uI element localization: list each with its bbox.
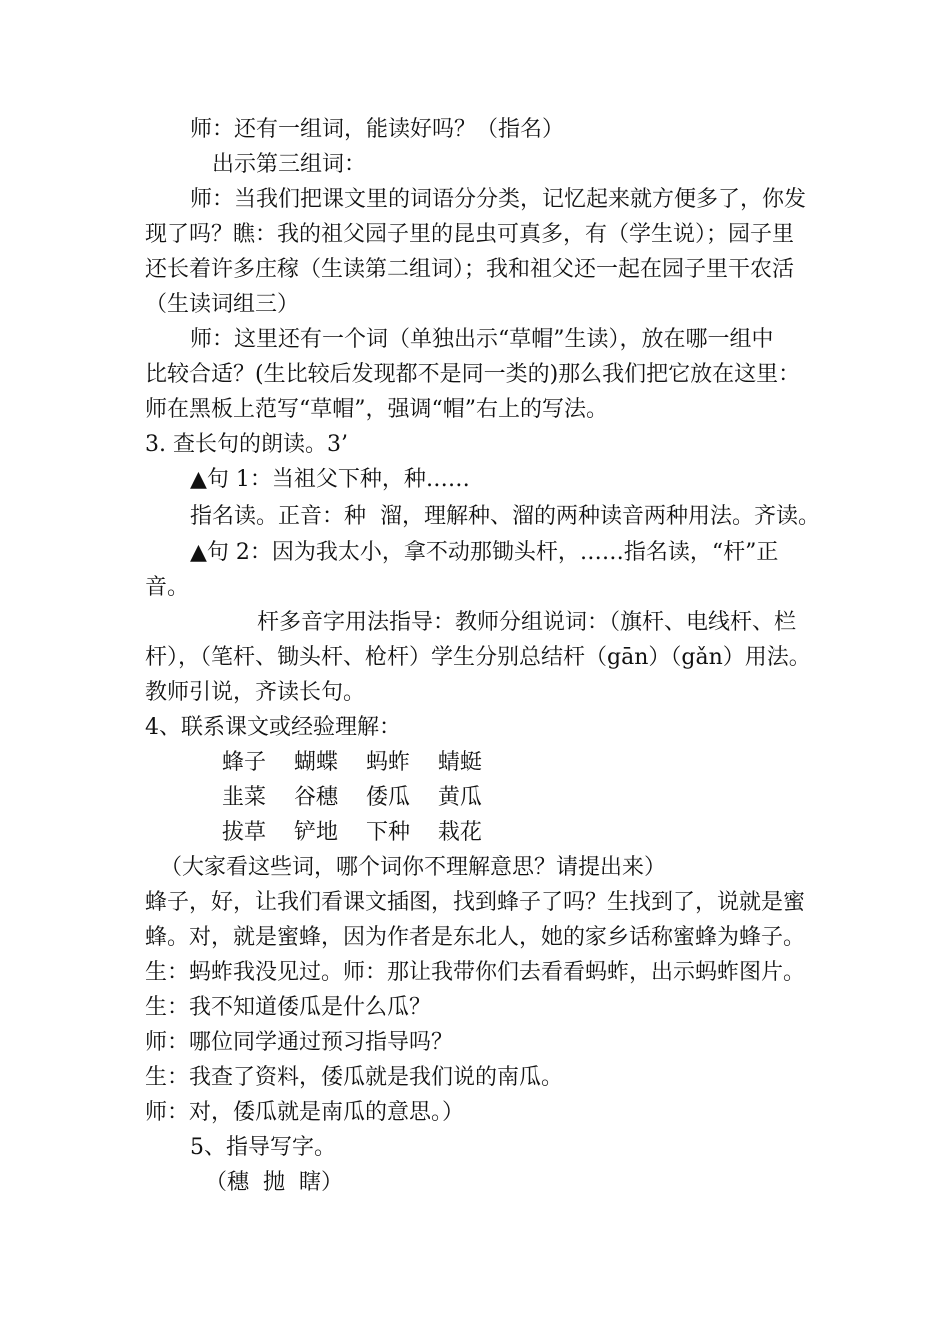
- text-line: 指名读。正音：种 溜，理解种、溜的两种读音两种用法。齐读。: [190, 504, 820, 529]
- text-line: 教师引说，齐读长句。: [145, 680, 366, 705]
- text-line: 出示第三组词：: [212, 152, 367, 177]
- text-line: （穗 抛 瞎）: [205, 1170, 343, 1195]
- text-line: 蜂。对，就是蜜蜂，因为作者是东北人，她的家乡话称蜜蜂为蜂子。: [145, 925, 806, 950]
- text-line: 现了吗？瞧：我的祖父园子里的昆虫可真多，有（学生说）；园子里: [145, 222, 795, 247]
- text-line: 还长着许多庄稼（生读第二组词）；我和祖父还一起在园子里干农活: [145, 257, 795, 282]
- text-line: 师：哪位同学通过预习指导吗？: [145, 1030, 454, 1055]
- text-line: 师：对，倭瓜就是南瓜的意思。）: [145, 1100, 465, 1125]
- word-group-1: 蜂子 蝴蝶 蚂蚱 蜻蜓: [222, 750, 482, 775]
- section-heading: 5、指导写字。: [190, 1135, 336, 1160]
- text-line: 生：我不知道倭瓜是什么瓜？: [145, 995, 432, 1020]
- text-line: 音。: [145, 575, 190, 600]
- text-line: 师：这里还有一个词（单独出示“草帽”生读），放在哪一组中: [190, 327, 774, 352]
- text-line: ▲句 2：因为我太小，拿不动那锄头杆，……指名读，“杆”正: [190, 540, 779, 565]
- section-heading: 3. 查长句的朗读。3’: [145, 432, 348, 457]
- word-group-3: 拔草 铲地 下种 栽花: [222, 820, 482, 845]
- text-line: ▲句 1：当祖父下种，种……: [190, 467, 470, 492]
- text-line: 比较合适？(生比较后发现都不是同一类的)那么我们把它放在这里：: [145, 362, 801, 387]
- text-line: 蜂子，好，让我们看课文插图，找到蜂子了吗？生找到了，说就是蜜: [145, 890, 806, 915]
- text-line: 师：还有一组词，能读好吗？（指名）: [190, 117, 565, 142]
- text-line: 生：我查了资料，倭瓜就是我们说的南瓜。: [145, 1065, 564, 1090]
- text-line: 师：当我们把课文里的词语分分类，记忆起来就方便多了，你发: [190, 187, 807, 212]
- word-group-2: 韭菜 谷穗 倭瓜 黄瓜: [222, 785, 482, 810]
- text-line: 师在黑板上范写“草帽”，强调“帽”右上的写法。: [145, 397, 608, 422]
- section-heading: 4、联系课文或经验理解：: [145, 715, 401, 740]
- text-line: 杆多音字用法指导：教师分组说词：（旗杆、电线杆、栏: [257, 610, 797, 635]
- text-line: （生读词组三）: [145, 292, 300, 317]
- text-line: 生：蚂蚱我没见过。师：那让我带你们去看看蚂蚱，出示蚂蚱图片。: [145, 960, 806, 985]
- text-line: （大家看这些词，哪个词你不理解意思？请提出来）: [160, 855, 667, 880]
- text-line: 杆），（笔杆、锄头杆、枪杆）学生分别总结杆（gān）（gǎn）用法。: [145, 645, 811, 670]
